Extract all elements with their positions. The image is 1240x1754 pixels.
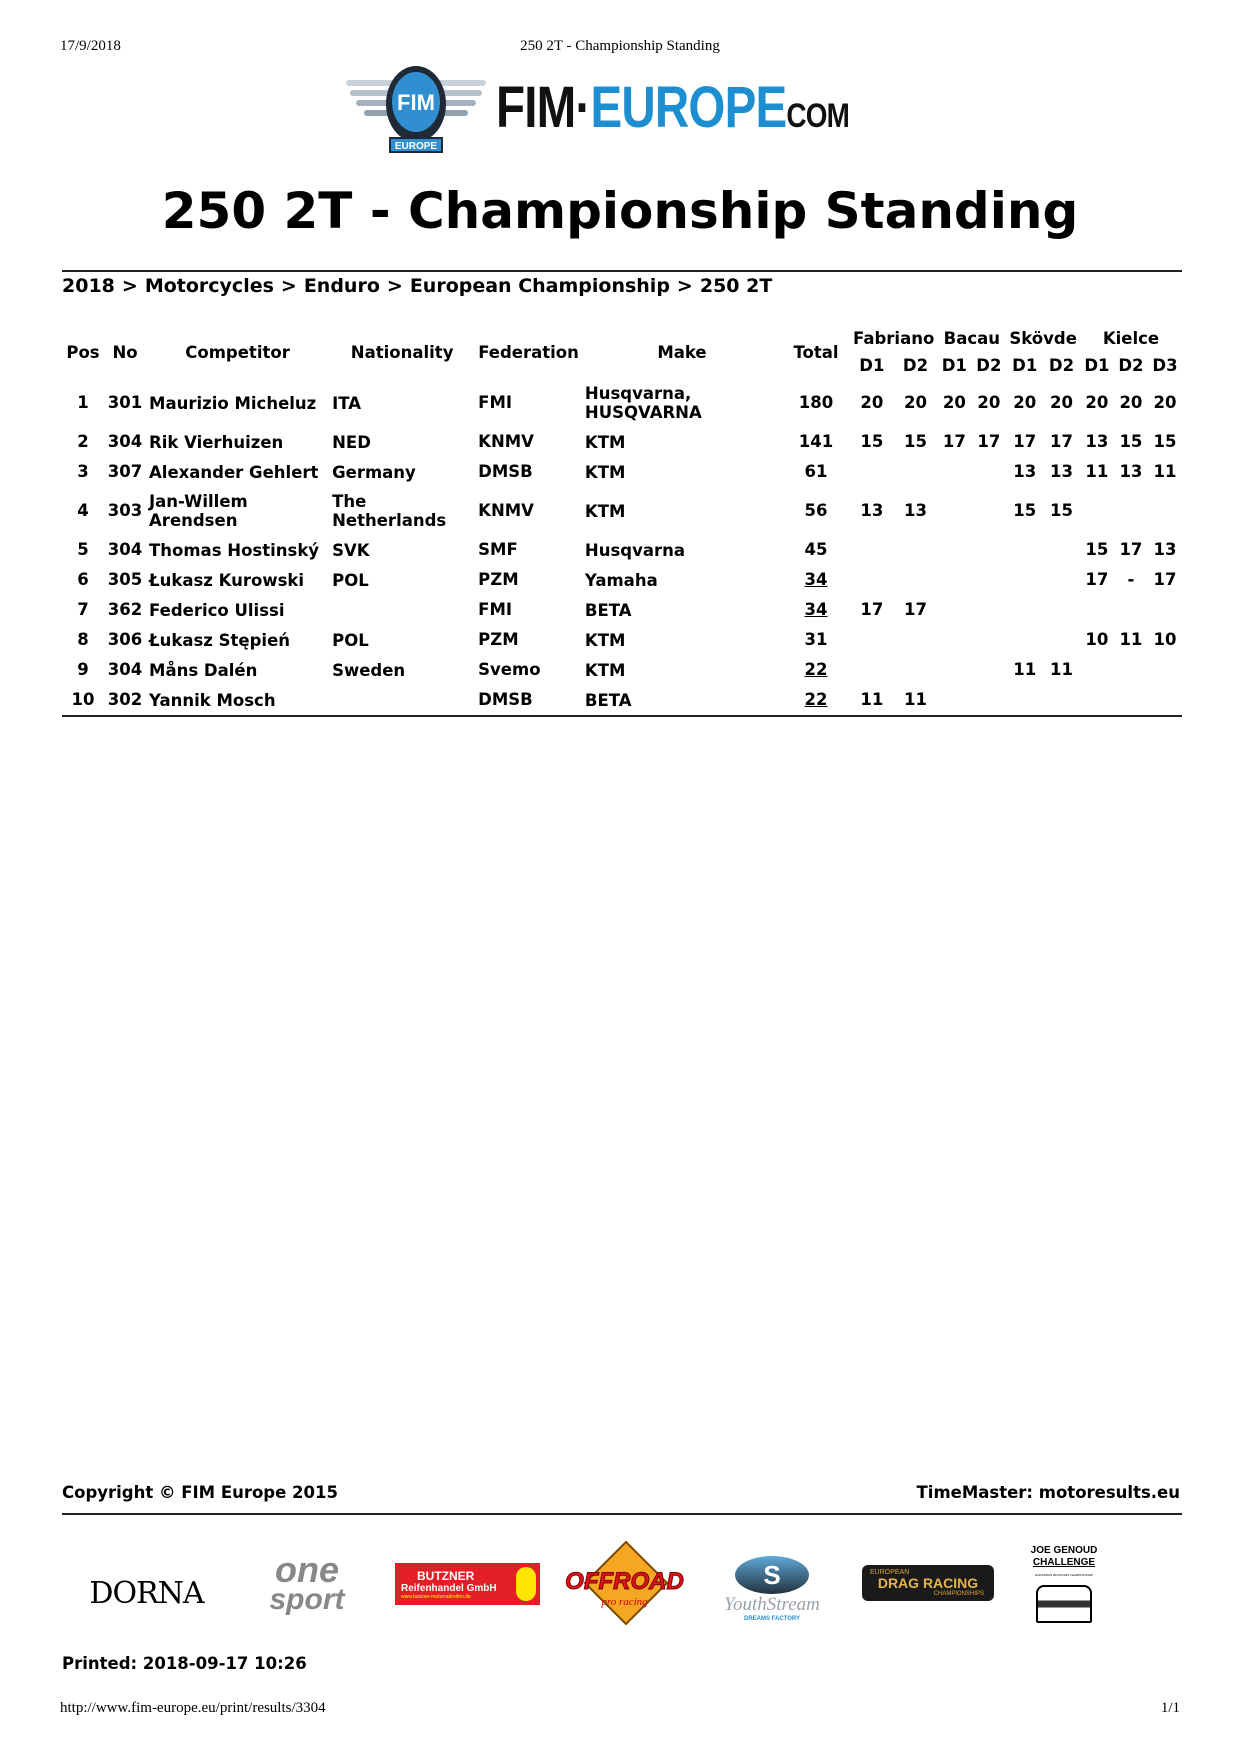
cell-score: 11	[1050, 660, 1073, 679]
cell-score	[894, 457, 938, 487]
header-day: D2	[1118, 356, 1144, 375]
cell-federation: FMI	[478, 393, 513, 412]
cell-score	[937, 535, 971, 565]
standings-body	[62, 379, 1182, 716]
cell-score: 17	[1050, 432, 1073, 451]
cell-score: 17	[942, 432, 966, 451]
cell-make: KTM	[584, 501, 626, 521]
cell-number: 362	[107, 600, 143, 619]
cell-competitor: Łukasz Kurowski	[149, 570, 305, 590]
cell-score: 11	[860, 690, 884, 709]
cell-score	[1006, 595, 1043, 625]
cell-pos: 1	[77, 393, 89, 412]
cell-total: 31	[804, 630, 828, 649]
cell-competitor: Federico Ulissi	[149, 600, 285, 620]
cell-score: 17	[1119, 540, 1143, 559]
one-sport-logo[interactable]: one sport	[269, 1549, 345, 1616]
header-day: D2	[902, 356, 929, 375]
cell-score	[1080, 685, 1114, 716]
cell-score: 15	[904, 432, 927, 451]
cell-score	[1114, 655, 1148, 685]
breadcrumb-separator: >	[280, 275, 297, 297]
cell-make: Husqvarna	[584, 540, 686, 560]
cell-nationality: POL	[332, 570, 369, 590]
cell-make: Husqvarna, HUSQVARNA	[584, 384, 702, 422]
cell-total: 180	[798, 393, 834, 412]
cell-make: KTM	[584, 432, 626, 452]
cell-score: 20	[860, 393, 884, 412]
cell-number: 307	[107, 462, 143, 481]
table-row	[62, 655, 1182, 685]
cell-score: -	[1127, 570, 1135, 589]
breadcrumb-item[interactable]: Enduro	[303, 275, 380, 297]
cell-score	[971, 655, 1006, 685]
cell-score: 20	[1119, 393, 1143, 412]
header-make: Make	[657, 342, 707, 362]
cell-pos: 8	[77, 630, 89, 649]
table-row	[62, 487, 1182, 535]
table-bottom-rule	[62, 716, 1182, 717]
page-number: 1/1	[1160, 1700, 1180, 1716]
cell-total[interactable]: 34	[804, 600, 828, 619]
butzner-badge-icon	[516, 1567, 536, 1601]
header-event-fabriano: Fabriano	[853, 329, 935, 348]
svg-text:EUROPE: EUROPE	[394, 141, 438, 152]
footer-divider	[62, 1513, 1182, 1515]
cell-score	[1148, 487, 1182, 535]
cell-score: 10	[1153, 630, 1177, 649]
cell-nationality: POL	[332, 630, 369, 650]
cell-number: 305	[107, 570, 143, 589]
cell-score: 17	[1013, 432, 1037, 451]
breadcrumb-item[interactable]: 2018	[62, 275, 115, 297]
cell-nationality: Sweden	[332, 660, 406, 680]
header-day: D1	[1084, 356, 1110, 375]
cell-score	[1043, 595, 1080, 625]
table-row	[62, 457, 1182, 487]
cell-score	[1080, 655, 1114, 685]
cell-competitor: Alexander Gehlert	[149, 462, 319, 482]
cell-score: 17	[1085, 570, 1109, 589]
table-row	[62, 595, 1182, 625]
cell-score	[971, 625, 1006, 655]
cell-score: 11	[1013, 660, 1037, 679]
copyright-text: Copyright © FIM Europe 2015	[62, 1483, 338, 1502]
cell-score	[850, 535, 894, 565]
print-date: 17/9/2018	[60, 38, 121, 54]
cell-pos: 6	[77, 570, 89, 589]
header-day: D1	[859, 356, 885, 375]
cell-score	[850, 457, 894, 487]
cell-pos: 5	[77, 540, 89, 559]
table-row	[62, 535, 1182, 565]
fim-europe-wordmark: FIM·EUROPECOM	[496, 75, 849, 140]
cell-number: 306	[107, 630, 143, 649]
offroad-logo[interactable]: OFFROAD pro racing	[562, 1545, 687, 1630]
cell-score	[971, 565, 1006, 595]
cell-score: 20	[977, 393, 1001, 412]
cell-nationality	[329, 595, 475, 625]
butzner-logo[interactable]: BUTZNER Reifenhandel GmbH www.butzner-motorradreifen.de	[395, 1563, 540, 1605]
youthstream-s-icon: S	[735, 1556, 809, 1594]
drag-racing-logo[interactable]: EUROPEAN DRAG RACING CHAMPIONSHIPS	[862, 1565, 994, 1601]
cell-score	[1080, 487, 1114, 535]
table-row	[62, 625, 1182, 655]
cell-nationality: NED	[332, 432, 371, 452]
cell-score	[1148, 595, 1182, 625]
cell-make: KTM	[584, 630, 626, 650]
cell-score: 13	[1085, 432, 1109, 451]
cell-nationality: The Netherlands	[332, 492, 447, 530]
cell-score: 17	[977, 432, 1001, 451]
cell-score: 15	[1153, 432, 1177, 451]
cell-number: 303	[107, 501, 143, 520]
cell-make: KTM	[584, 462, 626, 482]
cell-competitor: Rik Vierhuizen	[149, 432, 284, 452]
cell-score	[971, 535, 1006, 565]
header-competitor: Competitor	[185, 342, 290, 362]
cell-pos: 2	[77, 432, 89, 451]
cell-score	[1148, 655, 1182, 685]
header-pos: Pos	[66, 342, 100, 362]
table-row	[62, 379, 1182, 427]
header-row-events	[62, 325, 1182, 352]
breadcrumb-separator: >	[121, 275, 138, 297]
cell-score: 20	[1050, 393, 1073, 412]
cell-federation: PZM	[478, 570, 519, 589]
table-row	[62, 565, 1182, 595]
cell-competitor: Łukasz Stępień	[149, 630, 291, 650]
svg-text:FIM: FIM	[397, 90, 435, 115]
cell-score: 11	[1085, 462, 1109, 481]
cell-nationality: ITA	[332, 393, 361, 413]
cell-score	[1043, 625, 1080, 655]
cell-score: 15	[1013, 501, 1037, 520]
cell-total: 61	[804, 462, 828, 481]
header-nationality: Nationality	[350, 342, 454, 362]
cell-pos: 10	[71, 690, 95, 709]
cell-score	[1006, 535, 1043, 565]
cell-score: 11	[1119, 630, 1143, 649]
cell-score	[1080, 595, 1114, 625]
cell-competitor: Maurizio Micheluz	[149, 393, 317, 413]
cell-score	[894, 655, 938, 685]
cell-score	[1114, 487, 1148, 535]
cell-total[interactable]: 34	[804, 570, 828, 589]
cell-pos: 7	[77, 600, 89, 619]
cell-score	[937, 487, 971, 535]
cell-score	[1043, 565, 1080, 595]
header-day: D2	[1048, 356, 1075, 375]
header-day: D3	[1152, 356, 1178, 375]
cell-score	[850, 565, 894, 595]
header-event-skovde: Skövde	[1009, 329, 1077, 348]
cell-score	[1114, 685, 1148, 716]
cell-number: 301	[107, 393, 143, 412]
breadcrumb-item[interactable]: Motorcycles	[144, 275, 274, 297]
cell-competitor: Yannik Mosch	[149, 690, 276, 710]
cell-number: 304	[107, 432, 143, 451]
cell-score: 20	[1085, 393, 1109, 412]
cell-competitor: Jan-Willem Arendsen	[149, 492, 248, 530]
cell-make: BETA	[584, 690, 632, 710]
cell-score	[937, 565, 971, 595]
cell-nationality	[329, 685, 475, 716]
cell-score: 20	[904, 393, 927, 412]
cell-number: 302	[107, 690, 143, 709]
cell-score: 11	[904, 690, 927, 709]
cell-competitor: Thomas Hostinský	[149, 540, 320, 560]
cell-score: 11	[1153, 462, 1177, 481]
cell-federation: DMSB	[478, 462, 533, 481]
cell-total: 45	[804, 540, 828, 559]
breadcrumb-item[interactable]: European Championship	[409, 275, 670, 297]
cell-number: 304	[107, 540, 143, 559]
cell-total[interactable]: 22	[804, 660, 828, 679]
fim-europe-logo	[346, 66, 906, 156]
cell-score	[971, 595, 1006, 625]
cell-score	[894, 625, 938, 655]
cell-score	[1148, 685, 1182, 716]
cell-nationality: Germany	[332, 462, 416, 482]
print-url[interactable]: http://www.fim-europe.eu/print/results/3304	[60, 1700, 326, 1716]
cell-federation: SMF	[478, 540, 518, 559]
cell-score	[937, 655, 971, 685]
cell-score: 20	[1013, 393, 1037, 412]
cell-federation: KNMV	[478, 432, 534, 451]
cell-federation: Svemo	[478, 660, 541, 679]
cell-make: KTM	[584, 660, 626, 680]
standings-table	[62, 325, 1182, 717]
cell-make: Yamaha	[584, 570, 658, 590]
breadcrumb-item[interactable]: 250 2T	[699, 275, 773, 297]
header-day: D2	[976, 356, 1002, 375]
cell-make: BETA	[584, 600, 632, 620]
printed-timestamp: Printed: 2018-09-17 10:26	[62, 1654, 307, 1673]
cell-score	[1006, 685, 1043, 716]
table-row	[62, 685, 1182, 716]
header-day: D1	[1012, 356, 1038, 375]
header-day: D1	[941, 356, 967, 375]
header-event-bacau: Bacau	[943, 329, 1001, 348]
cell-score	[1006, 625, 1043, 655]
cell-score: 13	[1153, 540, 1177, 559]
breadcrumb	[62, 275, 772, 297]
sponsor-logos	[62, 1545, 1182, 1635]
youthstream-logo[interactable]: S YouthStream DREAMS FACTORY	[712, 1545, 832, 1633]
title-divider	[62, 270, 1182, 272]
cell-score: 17	[904, 600, 927, 619]
cell-federation: FMI	[478, 600, 513, 619]
cell-score: 20	[942, 393, 966, 412]
cell-score: 10	[1085, 630, 1109, 649]
cell-score: 13	[1013, 462, 1037, 481]
cell-pos: 4	[77, 501, 89, 520]
cell-score: 15	[1085, 540, 1109, 559]
cell-score	[894, 565, 938, 595]
header-federation: Federation	[478, 342, 579, 362]
page-title: 250 2T - Championship Standing	[161, 182, 1079, 240]
cell-score: 13	[1119, 462, 1143, 481]
cell-score: 13	[860, 501, 884, 520]
joe-genoud-logo[interactable]: JOE GENOUD CHALLENGE EUROPEAN MOUNTAIN CHAMPIONSHIP	[1029, 1545, 1099, 1630]
cell-nationality: SVK	[332, 540, 370, 560]
cell-pos: 9	[77, 660, 89, 679]
cell-score: 13	[1050, 462, 1073, 481]
cell-score	[937, 685, 971, 716]
cell-score	[1114, 595, 1148, 625]
cell-score	[971, 457, 1006, 487]
cell-federation: PZM	[478, 630, 519, 649]
cell-score	[971, 685, 1006, 716]
cell-pos: 3	[77, 462, 89, 481]
fim-emblem-icon	[346, 66, 486, 156]
dorna-logo[interactable]: DORNA	[89, 1575, 204, 1611]
print-title: 250 2T - Championship Standing	[520, 38, 720, 54]
cell-score	[1043, 685, 1080, 716]
cell-score: 15	[1119, 432, 1143, 451]
cell-score: 13	[904, 501, 927, 520]
cell-total: 141	[798, 432, 834, 451]
cell-competitor: Måns Dalén	[149, 660, 258, 680]
cell-score	[937, 595, 971, 625]
cell-score: 15	[1050, 501, 1073, 520]
header-event-kielce: Kielce	[1102, 329, 1160, 348]
header-total: Total	[793, 342, 839, 362]
cell-score	[937, 625, 971, 655]
cell-federation: DMSB	[478, 690, 533, 709]
breadcrumb-separator: >	[676, 275, 693, 297]
table-row	[62, 427, 1182, 457]
cell-total[interactable]: 22	[804, 690, 828, 709]
cell-score	[971, 487, 1006, 535]
cell-score	[894, 535, 938, 565]
cell-score: 17	[860, 600, 884, 619]
cell-federation: KNMV	[478, 501, 534, 520]
cell-score: 20	[1153, 393, 1177, 412]
cell-score: 17	[1153, 570, 1177, 589]
race-car-icon	[1036, 1585, 1092, 1623]
cell-score	[850, 625, 894, 655]
cell-score: 15	[860, 432, 884, 451]
cell-score	[1006, 565, 1043, 595]
cell-score	[937, 457, 971, 487]
cell-number: 304	[107, 660, 143, 679]
timemaster-text: TimeMaster: motoresults.eu	[916, 1483, 1180, 1502]
header-no: No	[112, 342, 138, 362]
breadcrumb-separator: >	[386, 275, 403, 297]
cell-score	[1043, 535, 1080, 565]
cell-score	[850, 655, 894, 685]
cell-total: 56	[804, 501, 828, 520]
